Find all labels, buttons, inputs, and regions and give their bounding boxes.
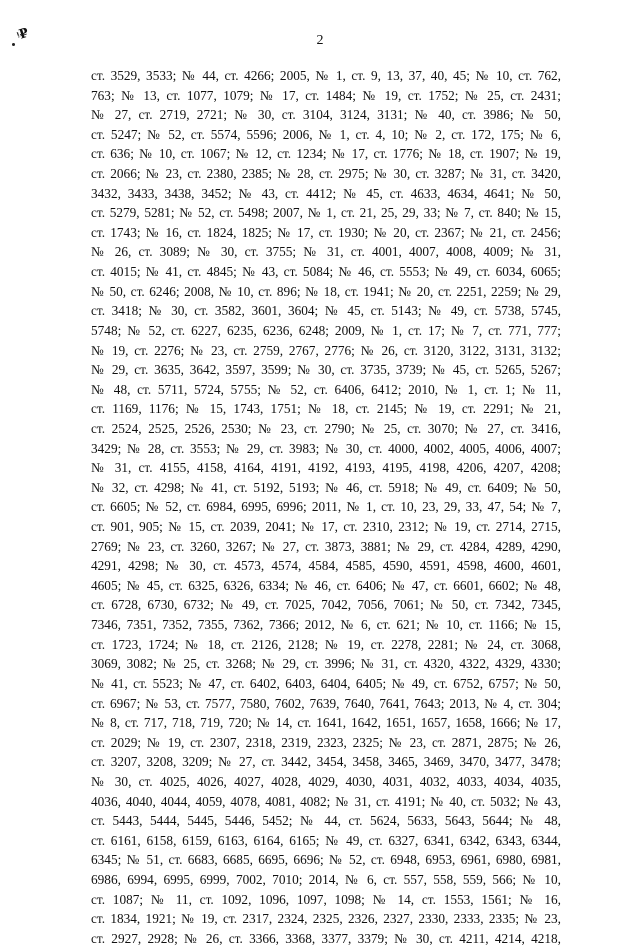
text-line: № 26, ст. 3089; № 30, ст. 3755; № 31, ст. 4001, 4007, 4008, 4009; № 31,	[91, 244, 561, 260]
text-line: 6986, 6994, 6995, 6999, 7002, 7010; 2014, № 6, ст. 557, 558, 559, 566; № 10,	[91, 871, 561, 887]
text-line: ст. 1169, 1176; № 15, 1743, 1751; № 18, ст. 2145; № 19, ст. 2291; № 21,	[91, 401, 561, 417]
text-line: 3429; № 28, ст. 3553; № 29, ст. 3983; № 30, ст. 4000, 4002, 4005, 4006, 4007;	[91, 440, 561, 456]
text-line: ст. 2029; № 19, ст. 2307, 2318, 2319, 2323, 2325; № 23, ст. 2871, 2875; № 26,	[91, 734, 561, 750]
text-line: 4605; № 45, ст. 6325, 6326, 6334; № 46, ст. 6406; № 47, ст. 6601, 6602; № 48,	[91, 577, 561, 593]
text-line: ст. 1723, 1724; № 18, ст. 2126, 2128; № 19, ст. 2278, 2281; № 24, ст. 3068,	[91, 636, 561, 652]
text-line: № 29, ст. 3635, 3642, 3597, 3599; № 30, ст. 3735, 3739; № 45, ст. 5265, 5267;	[91, 362, 561, 378]
text-line: 4291, 4298; № 30, ст. 4573, 4574, 4584, 4585, 4590, 4591, 4598, 4600, 4601,	[91, 558, 561, 574]
text-line: 3069, 3082; № 25, ст. 3268; № 29, ст. 3996; № 31, ст. 4320, 4322, 4329, 4330;	[91, 656, 561, 672]
text-line: ст. 3418; № 30, ст. 3582, 3601, 3604; № 45, ст. 5143; № 49, ст. 5738, 5745,	[91, 303, 561, 319]
scan-artifact-mark: ᵎ₽	[14, 24, 31, 43]
text-line: ст. 5247; № 52, ст. 5574, 5596; 2006, № 1, ст. 4, 10; № 2, ст. 172, 175; № 6,	[91, 126, 561, 142]
text-line: ст. 5443, 5444, 5445, 5446, 5452; № 44, ст. 5624, 5633, 5643, 5644; № 48,	[91, 813, 561, 829]
text-line: ст. 3529, 3533; № 44, ст. 4266; 2005, № 1, ст. 9, 13, 37, 40, 45; № 10, ст. 762,	[91, 68, 561, 83]
text-line: № 32, ст. 4298; № 41, ст. 5192, 5193; № 46, ст. 5918; № 49, ст. 6409; № 50,	[91, 479, 561, 495]
text-line: ст. 1087; № 11, ст. 1092, 1096, 1097, 1098; № 14, ст. 1553, 1561; № 16,	[91, 891, 561, 907]
text-line: ст. 3207, 3208, 3209; № 27, ст. 3442, 3454, 3458, 3465, 3469, 3470, 3477, 3478;	[91, 754, 561, 770]
text-line: ст. 1834, 1921; № 19, ст. 2317, 2324, 2325, 2326, 2327, 2330, 2333, 2335; № 23,	[91, 911, 561, 927]
text-line: 3432, 3433, 3438, 3452; № 43, ст. 4412; № 45, ст. 4633, 4634, 4641; № 50,	[91, 185, 561, 201]
text-line: 5748; № 52, ст. 6227, 6235, 6236, 6248; 2009, № 1, ст. 17; № 7, ст. 771, 777;	[91, 322, 561, 338]
text-line: 4036, 4040, 4044, 4059, 4078, 4081, 4082; № 31, ст. 4191; № 40, ст. 5032; № 43,	[91, 793, 561, 809]
text-line: ст. 2927, 2928; № 26, ст. 3366, 3368, 3377, 3379; № 30, ст. 4211, 4214, 4218,	[91, 930, 561, 946]
text-line: ст. 2066; № 23, ст. 2380, 2385; № 28, ст. 2975; № 30, ст. 3287; № 31, ст. 3420,	[91, 166, 561, 182]
text-line: № 30, ст. 4025, 4026, 4027, 4028, 4029, 4030, 4031, 4032, 4033, 4034, 4035,	[91, 773, 561, 789]
text-line: № 8, ст. 717, 718, 719, 720; № 14, ст. 1641, 1642, 1651, 1657, 1658, 1666; № 17,	[91, 715, 561, 731]
text-line: № 50, ст. 6246; 2008, № 10, ст. 896; № 18, ст. 1941; № 20, ст. 2251, 2259; № 29,	[91, 283, 561, 299]
text-line: 6345; № 51, ст. 6683, 6685, 6695, 6696; № 52, ст. 6948, 6953, 6961, 6980, 6981,	[91, 852, 561, 868]
text-line: 7346, 7351, 7352, 7355, 7362, 7366; 2012, № 6, ст. 621; № 10, ст. 1166; № 15,	[91, 617, 561, 633]
text-line: ст. 5279, 5281; № 52, ст. 5498; 2007, № 1, ст. 21, 25, 29, 33; № 7, ст. 840; № 15,	[91, 205, 561, 221]
text-line: ст. 6728, 6730, 6732; № 49, ст. 7025, 7042, 7056, 7061; № 50, ст. 7342, 7345,	[91, 597, 561, 613]
text-line: 763; № 13, ст. 1077, 1079; № 17, ст. 1484; № 19, ст. 1752; № 25, ст. 2431;	[91, 87, 561, 103]
text-line: № 27, ст. 2719, 2721; № 30, ст. 3104, 3124, 3131; № 40, ст. 3986; № 50,	[91, 107, 561, 123]
text-line: № 19, ст. 2276; № 23, ст. 2759, 2767, 2776; № 26, ст. 3120, 3122, 3131, 3132;	[91, 342, 561, 358]
text-line: 2769; № 23, ст. 3260, 3267; № 27, ст. 3873, 3881; № 29, ст. 4284, 4289, 4290,	[91, 538, 561, 554]
page-number: 2	[316, 33, 324, 48]
text-line: ст. 6605; № 52, ст. 6984, 6995, 6996; 2011, № 1, ст. 10, 23, 29, 33, 47, 54; № 7,	[91, 499, 561, 515]
body-text	[91, 66, 561, 948]
text-line: ст. 6161, 6158, 6159, 6163, 6164, 6165; № 49, ст. 6327, 6341, 6342, 6343, 6344,	[91, 832, 561, 848]
text-line: ст. 636; № 10, ст. 1067; № 12, ст. 1234; № 17, ст. 1776; № 18, ст. 1907; № 19,	[91, 146, 561, 162]
text-line: № 48, ст. 5711, 5724, 5755; № 52, ст. 6406, 6412; 2010, № 1, ст. 1; № 11,	[91, 381, 561, 397]
text-line: № 41, ст. 5523; № 47, ст. 6402, 6403, 6404, 6405; № 49, ст. 6752, 6757; № 50,	[91, 675, 561, 691]
text-line: ст. 6967; № 53, ст. 7577, 7580, 7602, 7639, 7640, 7641, 7643; 2013, № 4, ст. 304;	[91, 695, 561, 711]
text-line: ст. 1743; № 16, ст. 1824, 1825; № 17, ст. 1930; № 20, ст. 2367; № 21, ст. 2456;	[91, 224, 561, 240]
text-line: № 31, ст. 4155, 4158, 4164, 4191, 4192, 4193, 4195, 4198, 4206, 4207, 4208;	[91, 460, 561, 476]
text-line: ст. 901, 905; № 15, ст. 2039, 2041; № 17, ст. 2310, 2312; № 19, ст. 2714, 2715,	[91, 519, 561, 535]
text-line: ст. 2524, 2525, 2526, 2530; № 23, ст. 2790; № 25, ст. 3070; № 27, ст. 3416,	[91, 420, 561, 436]
text-line: ст. 4015; № 41, ст. 4845; № 43, ст. 5084; № 46, ст. 5553; № 49, ст. 6034, 6065;	[91, 264, 561, 280]
